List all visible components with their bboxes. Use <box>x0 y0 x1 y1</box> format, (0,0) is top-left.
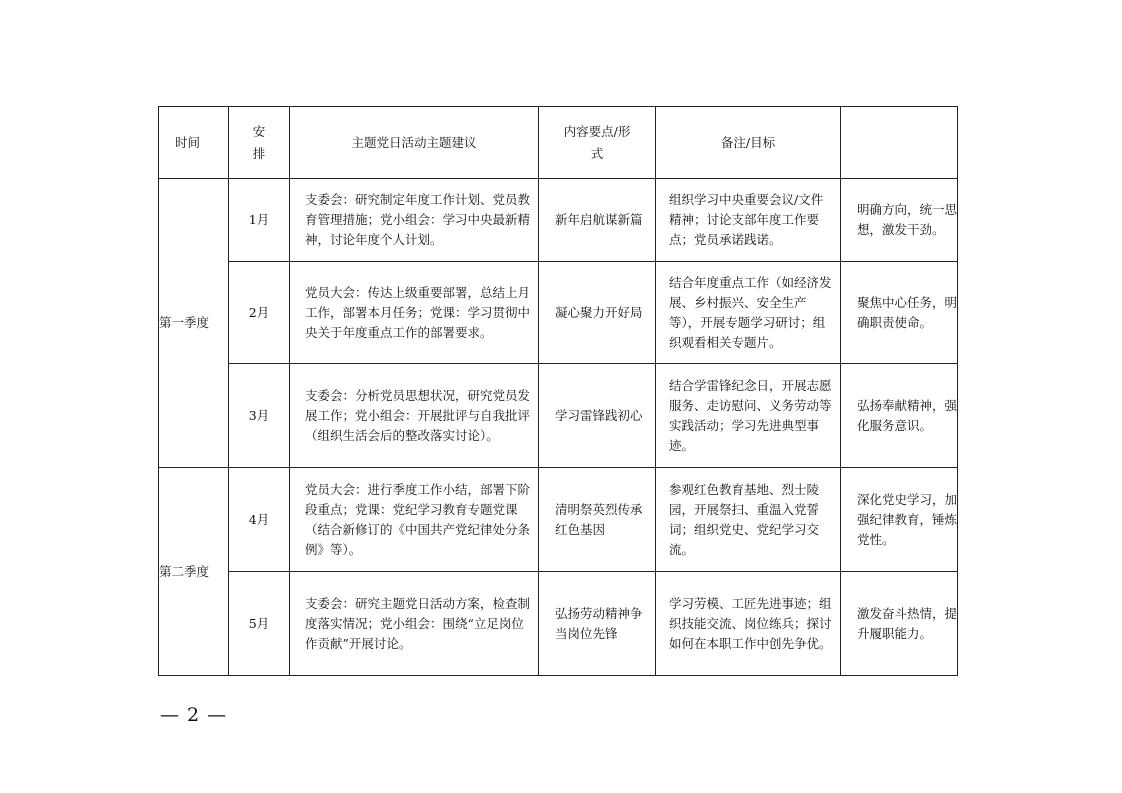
goal-cell: 明确方向，统一思想，激发干劲。 <box>841 179 958 262</box>
header-theme: 主题党日活动主题建议 <box>290 107 539 179</box>
header-extra <box>841 107 958 179</box>
table-row-feb <box>159 262 958 364</box>
notes-cell: 学习劳模、工匠先进事迹；组织技能交流、岗位练兵；探讨如何在本职工作中创先争优。 <box>656 572 841 676</box>
goal-cell: 弘扬奉献精神，强化服务意识。 <box>841 364 958 468</box>
table-row-may <box>159 572 958 676</box>
header-arrangement <box>229 107 290 179</box>
form-cell: 弘扬劳动精神争当岗位先锋 <box>539 572 656 676</box>
goal-cell: 深化党史学习，加强纪律教育，锤炼党性。 <box>841 468 958 572</box>
month-cell: 3月 <box>229 364 290 468</box>
goal-cell: 激发奋斗热情，提升履职能力。 <box>841 572 958 676</box>
quarter-label-q2: 第二季度 <box>159 468 229 676</box>
activity-plan-table <box>158 106 958 676</box>
quarter-label-q1: 第一季度 <box>159 179 229 468</box>
theme-cell: 支委会：研究主题党日活动方案，检查制度落实情况；党小组会：围绕“立足岗位作贡献”开展讨论。 <box>290 572 539 676</box>
form-cell: 学习雷锋践初心 <box>539 364 656 468</box>
header-content <box>539 107 656 179</box>
notes-cell: 组织学习中央重要会议/文件精神；讨论支部年度工作要点；党员承诺践诺。 <box>656 179 841 262</box>
month-cell: 2月 <box>229 262 290 364</box>
header-arrangement-line2: 排 <box>252 145 266 161</box>
theme-cell: 支委会：分析党员思想状况，研究党员发展工作；党小组会：开展批评与自我批评（组织生活会后的整改落实讨论）。 <box>290 364 539 468</box>
table-row-jan <box>159 179 958 262</box>
table-row-apr <box>159 468 958 572</box>
form-cell: 清明祭英烈传承红色基因 <box>539 468 656 572</box>
goal-cell: 聚焦中心任务，明确职责使命。 <box>841 262 958 364</box>
month-cell: 5月 <box>229 572 290 676</box>
header-time: 时间 <box>159 107 229 179</box>
notes-cell: 参观红色教育基地、烈士陵园，开展祭扫、重温入党誓词；组织党史、党纪学习交流。 <box>656 468 841 572</box>
header-content-line1: 内容要点/形 <box>563 123 631 139</box>
header-row <box>159 107 958 179</box>
notes-cell: 结合年度重点工作（如经济发展、乡村振兴、安全生产等），开展专题学习研讨；组织观看相关专题片。 <box>656 262 841 364</box>
notes-cell: 结合学雷锋纪念日，开展志愿服务、走访慰问、义务劳动等实践活动；学习先进典型事迹。 <box>656 364 841 468</box>
page-number: — 2 — <box>160 704 228 726</box>
header-content-line2: 式 <box>590 145 604 161</box>
theme-cell: 支委会：研究制定年度工作计划、党员教育管理措施；党小组会：学习中央最新精神，讨论年度个人计划。 <box>290 179 539 262</box>
header-notes: 备注/目标 <box>656 107 841 179</box>
form-cell: 新年启航谋新篇 <box>539 179 656 262</box>
form-cell: 凝心聚力开好局 <box>539 262 656 364</box>
table-row-mar <box>159 364 958 468</box>
month-cell: 1月 <box>229 179 290 262</box>
theme-cell: 党员大会：进行季度工作小结，部署下阶段重点；党课：党纪学习教育专题党课（结合新修订的《中国共产党纪律处分条例》等）。 <box>290 468 539 572</box>
month-cell: 4月 <box>229 468 290 572</box>
header-arrangement-line1: 安 <box>252 123 266 139</box>
theme-cell: 党员大会：传达上级重要部署，总结上月工作，部署本月任务；党课：学习贯彻中央关于年度重点工作的部署要求。 <box>290 262 539 364</box>
